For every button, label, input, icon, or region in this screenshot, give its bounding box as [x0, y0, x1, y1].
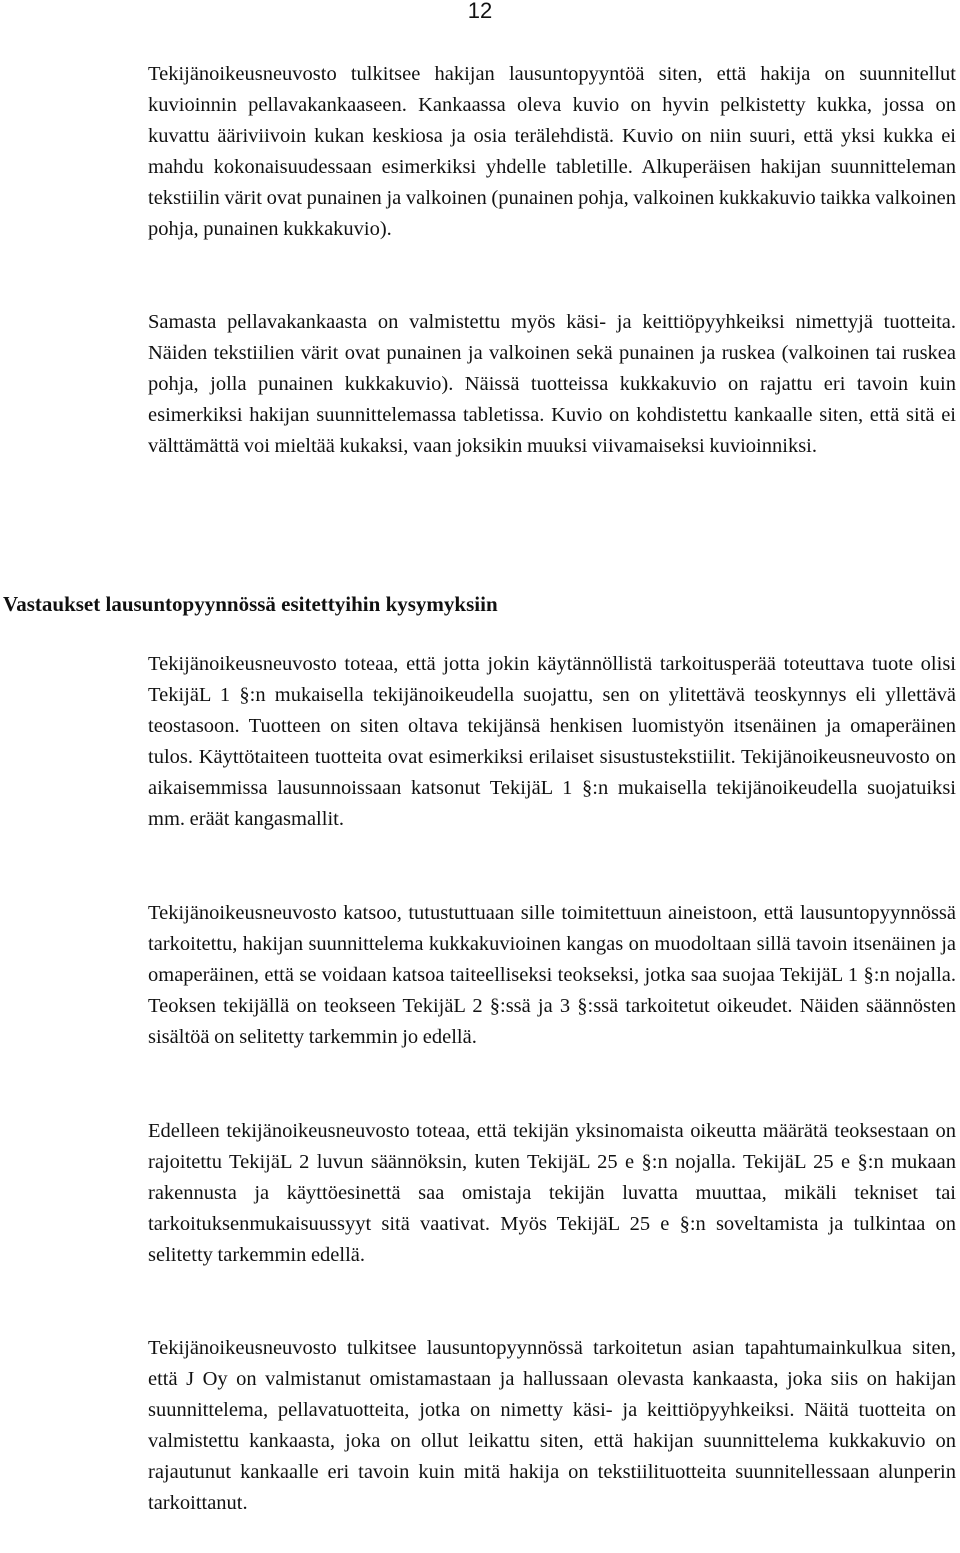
intro-paragraph-2: Samasta pellavakankaasta on valmistettu myös käsi- ja keittiöpyyhkeiksi nimettyjä tuotteita. Näiden tekstiilien värit ovat punainen ja valkoinen sekä punainen ja ruskea (valkoinen tai ruskea pohja, jolla punainen kukkakuvio). Näissä tuotteissa kukkakuvio on rajattu eri tavoin kuin esimerkiksi hakijan suunnittelemassa tabletissa. Kuvio on kohdistettu kankaalle siten, että sitä ei välttämättä voi mieltää kukaksi, vaan joksikin muuksi viivamaiseksi kuvioinniksi. [148, 311, 956, 457]
answers-paragraph-3: Edelleen tekijänoikeusneuvosto toteaa, että tekijän yksinomaista oikeutta määrätä teoksestaan on rajoitettu TekijäL 2 luvun säännöksin, kuten TekijäL 25 e §:n nojalla. TekijäL 25 e §:n mukaan rakennusta ja käyttöesinettä saa omistaja tekijän luvatta muuttaa, mikäli tekniset tai tarkoituksenmukaisuussyyt sitä vaativat. Myös TekijäL 25 e §:n soveltamista ja tulkintaa on selitetty tarkemmin edellä. [148, 1120, 956, 1266]
section-heading: Vastaukset lausuntopyynnössä esitettyihin kysymyksiin [3, 592, 498, 616]
intro-paragraph-1: Tekijänoikeusneuvosto tulkitsee hakijan lausuntopyyntöä siten, että hakija on suunnitellut kuvioinnin pellavakankaaseen. Kankaassa oleva kuvio on hyvin pelkistetty kukka, jossa on kuvattu ääriviivoin kukan keskiosa ja osia terälehdistä. Kuvio on niin suuri, että yksi kukka ei mahdu kokonaisuudessaan esimerkiksi yhdelle tabletille. Alkuperäisen hakijan suunnitteleman tekstiilin värit ovat punainen ja valkoinen (punainen pohja, valkoinen kukkakuvio taikka valkoinen pohja, punainen kukkakuvio). [148, 63, 956, 240]
page-number: 12 [467, 0, 493, 23]
answers-paragraph-2: Tekijänoikeusneuvosto katsoo, tutustuttuaan sille toimitettuun aineistoon, että lausuntopyynnössä tarkoitettu, hakijan suunnittelema kukkakuvioinen kangas on muodoltaan sillä tavoin itsenäinen ja omaperäinen, että se voidaan katsoa taiteelliseksi teokseksi, jotka saa suojaa TekijäL 1 §:n nojalla. Teoksen tekijällä on teokseen TekijäL 2 §:ssä ja 3 §:ssä tarkoitetut oikeudet. Näiden säännösten sisältöä on selitetty tarkemmin jo edellä. [148, 902, 956, 1048]
answers-paragraph-4: Tekijänoikeusneuvosto tulkitsee lausuntopyynnössä tarkoitetun asian tapahtumainkulkua siten, että J Oy on valmistanut omistamastaan ja hallussaan olevasta kankaasta, joka siis on hakijan suunnittelema, pellavatuotteita, jotka on nimetty käsi- ja keittiöpyyhkeiksi. Näitä tuotteita on valmistettu kankaasta, joka on ollut leikattu siten, että hakijan suunnittelema kukkakuvio on rajautunut kankaalle eri tavoin kuin mitä hakija on tekstiilituotteita suunnitellessaan alunperin tarkoittanut. [148, 1337, 956, 1514]
answers-paragraph-1: Tekijänoikeusneuvosto toteaa, että jotta jokin käytännöllistä tarkoitusperää toteuttava tuote olisi TekijäL 1 §:n mukaisella tekijänoikeudella suojattu, sen on ylitettävä teoskynnys eli yllettävä teostasoon. Tuotteen on siten oltava tekijänsä henkisen luomistyön itsenäinen ja omaperäinen tulos. Käyttötaiteen tuotteita ovat esimerkiksi erilaiset sisustustekstiilit. Tekijänoikeusneuvosto on aikaisemmissa lausunnoissaan katsonut TekijäL 1 §:n mukaisella tekijänoikeudella suojatuiksi mm. eräät kangasmallit. [148, 653, 956, 830]
